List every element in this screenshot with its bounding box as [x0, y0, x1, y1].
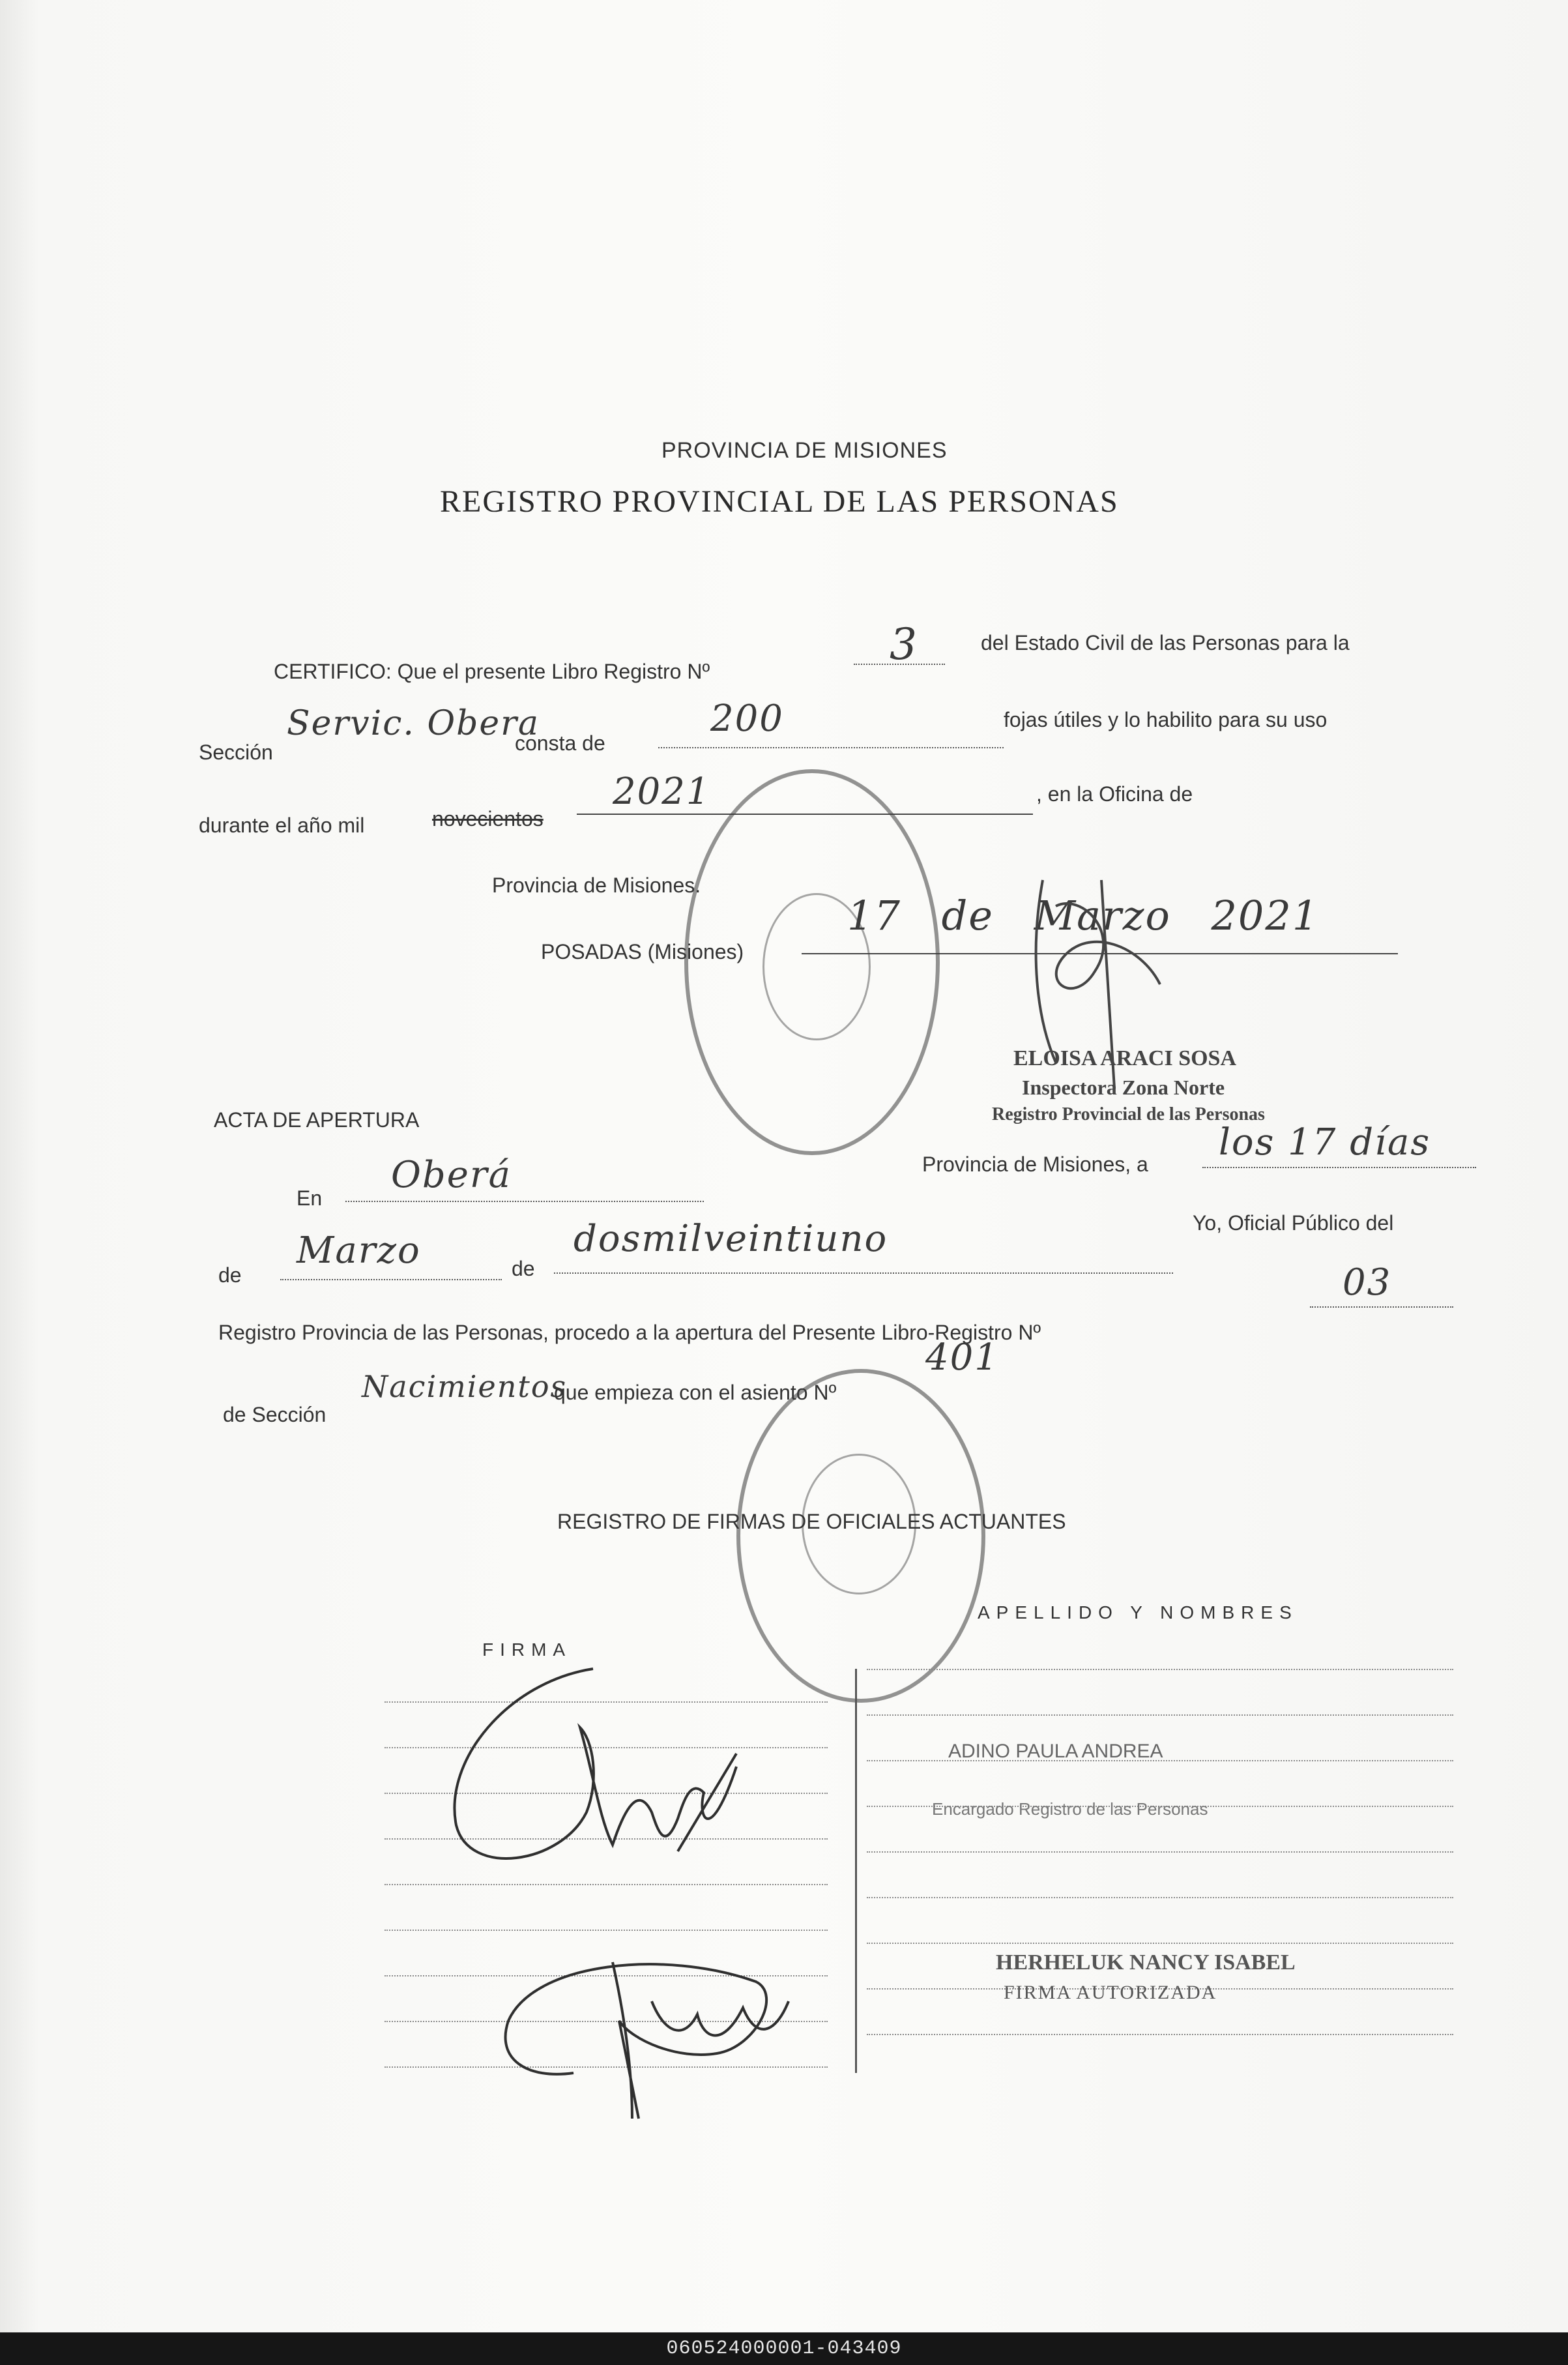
acta-en-label: En [297, 1186, 323, 1210]
scan-id-footer: 060524000001-043409 [0, 2332, 1568, 2365]
consta-label: consta de [515, 731, 605, 755]
official1-title-stamp: Encargado Registro de las Personas [932, 1799, 1208, 1819]
section-handwritten: Servic. Obera [287, 704, 540, 743]
col-signature-heading: FIRMA [482, 1639, 572, 1660]
province-line: Provincia de Misiones. [492, 874, 701, 897]
year-handwritten: 2021 [613, 771, 711, 813]
month-handwritten: Marzo [297, 1229, 421, 1272]
year-prefix: durante el año mil [199, 814, 365, 837]
acta-de-label: de [218, 1263, 242, 1287]
certificate-line1-prefix: CERTIFICO: Que el presente Libro Registro Nº [274, 660, 710, 683]
inspector-office-stamp: Registro Provincial de las Personas [992, 1104, 1265, 1124]
date-handwritten: 17 de Marzo 2021 [847, 892, 1320, 939]
inspector-name-stamp: ELOISA ARACI SOSA [1013, 1046, 1237, 1070]
signatures-title: REGISTRO DE FIRMAS DE OFICIALES ACTUANTES [557, 1510, 1066, 1533]
book-number-acta-handwritten: 03 [1343, 1261, 1392, 1304]
acta-province-label: Provincia de Misiones, a [922, 1153, 1148, 1176]
folios-handwritten: 200 [710, 698, 784, 740]
col-names-heading: APELLIDO Y NOMBRES [978, 1602, 1298, 1623]
section-label: Sección [199, 741, 273, 764]
official-suffix: Yo, Oficial Público del [1193, 1211, 1394, 1235]
registry-heading: REGISTRO PROVINCIAL DE LAS PERSONAS [440, 484, 1119, 519]
official2-title-stamp: FIRMA AUTORIZADA [1004, 1982, 1217, 2003]
days-handwritten: los 17 días [1219, 1121, 1431, 1164]
entry-number-handwritten: 401 [925, 1336, 999, 1379]
column-divider [855, 1669, 857, 2073]
office-suffix: , en la Oficina de [1036, 782, 1193, 806]
book-number-handwritten: 3 [890, 619, 918, 669]
acta-title: ACTA DE APERTURA [214, 1108, 420, 1132]
year-struck-word: novecientos [432, 807, 544, 830]
acta-section-label: de Sección [223, 1403, 327, 1426]
section-acta-handwritten: Nacimientos [362, 1369, 568, 1404]
entry-text: que empieza con el asiento Nº [554, 1381, 837, 1404]
upper-seal-emblem [762, 893, 871, 1040]
province-heading: PROVINCIA DE MISIONES [661, 438, 948, 463]
official1-name-stamp: ADINO PAULA ANDREA [948, 1741, 1163, 1762]
second-official-signature [469, 1923, 808, 2132]
year-words-handwritten: dosmilveintiuno [573, 1218, 888, 1260]
inspector-title-stamp: Inspectora Zona Norte [1022, 1076, 1225, 1099]
city-label: POSADAS (Misiones) [541, 940, 744, 963]
opening-text: Registro Provincia de las Personas, procedo a la apertura del Presente Libro-Registro Nº [218, 1321, 1041, 1344]
official2-name-stamp: HERHELUK NANCY ISABEL [996, 1950, 1296, 1975]
acta-de2-label: de [512, 1257, 535, 1280]
first-official-signature [430, 1656, 769, 1890]
place-handwritten: Oberá [391, 1154, 512, 1196]
certificate-line1-suffix: del Estado Civil de las Personas para la [981, 631, 1350, 654]
folios-suffix: fojas útiles y lo habilito para su uso [1004, 708, 1328, 731]
